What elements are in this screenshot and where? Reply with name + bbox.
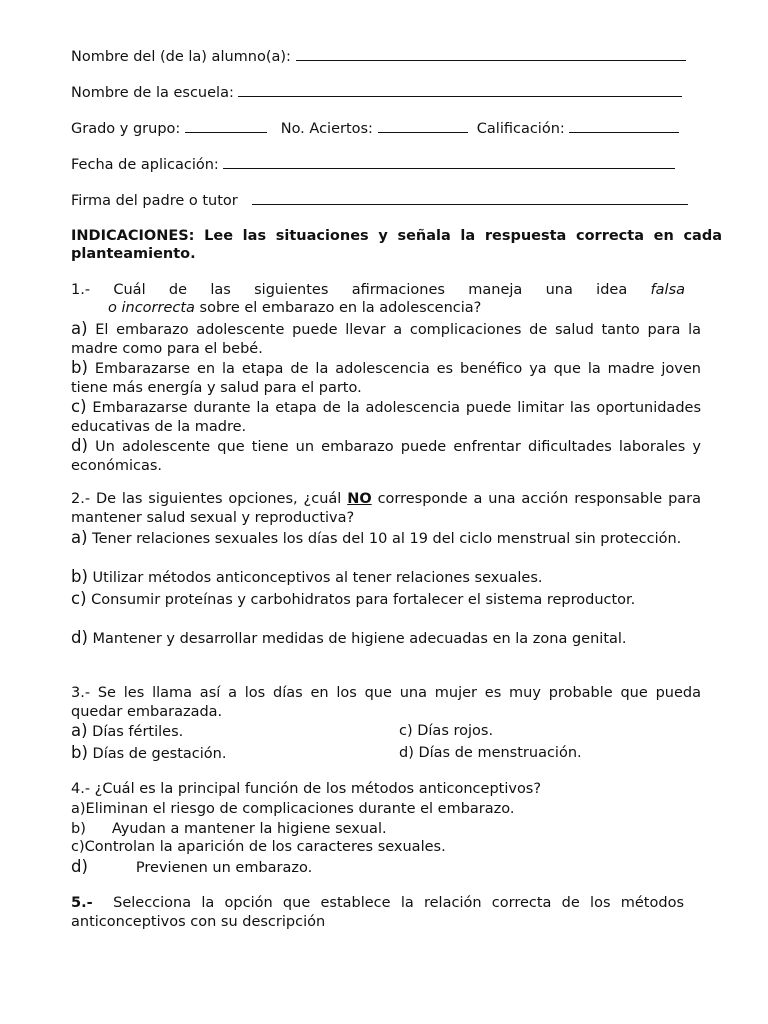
q4-option-a[interactable]: a)Eliminan el riesgo de complicaciones durante el embarazo. <box>71 801 515 817</box>
hits-blank[interactable] <box>378 118 468 133</box>
q3-option-d[interactable]: d) Días de menstruación. <box>399 745 582 761</box>
score-blank[interactable] <box>569 118 679 133</box>
school-name-field <box>71 82 682 102</box>
q1-stem: 1.- Cuál de las siguientes afirmaciones maneja una idea falsa <box>71 282 686 298</box>
score-label: Calificación: <box>476 121 565 137</box>
grade-label: Grado y grupo: <box>71 121 181 137</box>
q3-option-b[interactable]: b) Días de gestación. <box>71 743 227 762</box>
q3-option-c[interactable]: c) Días rojos. <box>399 723 494 739</box>
q4-stem: 4.- ¿Cuál es la principal función de los métodos anticonceptivos? <box>71 781 542 797</box>
date-blank[interactable] <box>223 154 675 169</box>
q2-option-b[interactable]: b) Utilizar métodos anticonceptivos al tener relaciones sexuales. <box>71 567 543 586</box>
q3-stem: 3.- Se les llama así a los días en los que una mujer es muy probable que pueda quedar embarazada. <box>71 685 701 720</box>
date-label: Fecha de aplicación: <box>71 157 219 173</box>
student-name-blank[interactable] <box>296 46 686 61</box>
q2-option-d[interactable]: d) Mantener y desarrollar medidas de higiene adecuadas en la zona genital. <box>71 628 627 647</box>
q1-option-c[interactable]: c) Embarazarse durante la etapa de la adolescencia puede limitar las oportunidades educativas de la madre. <box>71 397 701 435</box>
q4-option-c[interactable]: c)Controlan la aparición de los caracteres sexuales. <box>71 839 446 855</box>
q4-option-d[interactable]: d) Previenen un embarazo. <box>71 857 313 876</box>
hits-label: No. Aciertos: <box>280 121 373 137</box>
q1-stem-cont: o incorrecta sobre el embarazo en la adolescencia? <box>108 300 482 316</box>
q5-stem: 5.- Selecciona la opción que establece la relación correcta de los métodos anticonceptivos con su descripción <box>71 895 684 930</box>
q1-option-a[interactable]: a) El embarazo adolescente puede llevar a complicaciones de salud tanto para la madre como para el bebé. <box>71 319 702 357</box>
grade-row <box>71 118 679 138</box>
grade-blank[interactable] <box>185 118 267 133</box>
signature-blank[interactable] <box>252 190 688 205</box>
q2-option-a[interactable]: a) Tener relaciones sexuales los días del 10 al 19 del ciclo menstrual sin protección. <box>71 528 682 547</box>
instructions-title-cont: planteamiento. <box>71 246 196 262</box>
q2-option-c[interactable]: c) Consumir proteínas y carbohidratos para fortalecer el sistema reproductor. <box>71 589 636 608</box>
q1-option-b[interactable]: b) Embarazarse en la etapa de la adolescencia es benéfico ya que la madre joven tiene más energía y salud para el parto. <box>71 358 701 396</box>
instructions-title: INDICACIONES: Lee las situaciones y señala la respuesta correcta en cada <box>71 228 722 244</box>
student-name-field <box>71 46 686 66</box>
student-name-label: Nombre del (de la) alumno(a): <box>71 49 291 65</box>
signature-label: Firma del padre o tutor <box>71 193 238 209</box>
school-name-label: Nombre de la escuela: <box>71 85 234 101</box>
date-field <box>71 154 675 174</box>
q2-stem: 2.- De las siguientes opciones, ¿cuál NO corresponde a una acción responsable para mantener salud sexual y reproductiva? <box>71 491 702 526</box>
signature-field <box>71 190 688 210</box>
q1-option-d[interactable]: d) Un adolescente que tiene un embarazo puede enfrentar dificultades laborales y económicas. <box>71 436 701 474</box>
q3-option-a[interactable]: a) Días fértiles. <box>71 721 184 740</box>
q4-option-b[interactable]: b) Ayudan a mantener la higiene sexual. <box>71 821 387 837</box>
school-name-blank[interactable] <box>238 82 682 97</box>
